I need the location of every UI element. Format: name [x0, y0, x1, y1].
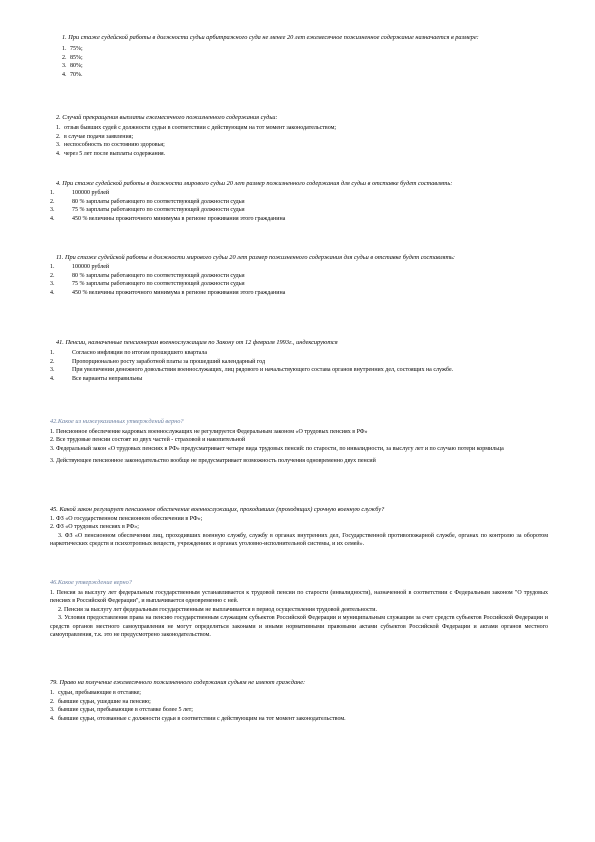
answer-option: 2. в случае подачи заявления; [56, 133, 134, 140]
question-block-41 [50, 339, 548, 383]
answer-option: 3. бывшие судьи, пребывающие в отставке более 5 лет; [50, 707, 193, 714]
answer-option: 2. 80 % зарплаты работающего по соответствующей должности судьи [50, 198, 245, 205]
statement-paragraph: 3. ФЗ «О пенсионном обеспечении лиц, проходивших военную службу, службу в органах внутренних дел, Государственной противопожарной службе, органах по контролю за оборотом наркотических средств и психотропных веществ, учреждениях и органах уголовно-исполнительной системы, и их семей». [50, 532, 548, 548]
statement-paragraph: 3. Федеральный закон «О трудовых пенсиях в РФ» предусматривает четыре вида трудовых пенсий: по старости, по инвалидности, за выслугу лет и по случаю потери кормильца [50, 445, 504, 452]
question-block-2 [50, 114, 548, 158]
statement-paragraph: 1. ФЗ «О государственном пенсионном обеспечении в РФ»; [50, 516, 203, 522]
answer-option: 1. Согласно инфляции по итогам прошедшего квартала [50, 350, 208, 356]
question-text: 41. Пенсии, назначенные пенсионерам военнослужащим по Закону от 12 февраля 1993г., индексируются [56, 339, 338, 346]
answer-option: 2. 85%; [62, 54, 83, 61]
answer-option: 2. бывшие судьи, ушедшие на пенсию; [50, 698, 151, 705]
question-text: 11. При стаже судейской работы в должности мирового судьи 20 лет размер пожизненного содержания для судьи в отставке будет составлять: [56, 254, 456, 261]
answer-option: 4. 450 % величины прожиточного минимума в регионе проживания этого гражданина [50, 215, 286, 222]
question-text: 46.Какое утверждение верно? [50, 579, 132, 586]
question-text: 42.Какое из нижеуказанных утверждений верно? [50, 418, 184, 425]
answer-option: 3. 75 % зарплаты работающего по соответствующей должности судьи [50, 281, 245, 288]
question-block-46 [50, 579, 548, 639]
answer-option: 4. Все варианты неправильны [50, 375, 143, 382]
answer-option: 1. судьи, пребывающие в отставке; [50, 690, 141, 696]
question-text: 2. Случай прекращения выплаты ежемесячного пожизненного содержания судьи: [56, 114, 278, 121]
answer-option: 3. 80%; [62, 63, 83, 70]
question-block-42 [50, 418, 548, 466]
answer-option: 1. отзыв бывших судей с должности судьи в соответствии с действующим на тот момент законодательством; [56, 125, 337, 131]
answer-option: 4. бывшие судьи, отозванные с должности судьи в соответствии с действующим на тот момент законодательством. [50, 715, 346, 722]
statement-paragraph: 2. ФЗ «О трудовых пенсиях в РФ»; [50, 524, 139, 531]
question-text: 1. При стаже судейской работы в должности судьи арбитражного суда не менее 20 лет ежемесячное пожизненное содержание назначается в размере: [62, 34, 479, 41]
answer-option: 2. 80 % зарплаты работающего по соответствующей должности судьи [50, 272, 245, 279]
question-text: 4. При стаже судейской работы в должности мирового судьи 20 лет размер пожизненного содержания для судьи в отставке будет составлять: [56, 180, 453, 187]
question-block-4 [50, 180, 548, 223]
question-block-1 [50, 34, 548, 79]
answer-option: 1. 100000 рублей [50, 264, 110, 270]
answer-option: 4. через 5 лет после выплаты содержания. [56, 150, 166, 157]
answer-option: 4. 70%. [62, 71, 83, 78]
answer-option: 4. 450 % величины прожиточного минимума в регионе проживания этого гражданина [50, 289, 286, 296]
question-block-79 [50, 679, 548, 723]
question-block-11 [50, 254, 548, 297]
statement-paragraph: 1. Пенсия за выслугу лет федеральным государственным устанавливается к трудовой пенсии по старости (инвалидности), назначенной в соответствии с Федеральным законом "О трудовых пенсиях в Российской Федерации", и выплачивается одновременно с ней. [50, 590, 548, 605]
answer-option: 1. 100000 рублей [50, 190, 110, 196]
question-text: 45. Какой закон регулирует пенсионное обеспечение военнослужащих, проходивших (проходящих) срочную военную службу? [50, 506, 385, 513]
statement-paragraph: 3. Действующее пенсионное законодательство вообще не предусматривает возможность получения одновременно двух пенсий [50, 458, 376, 465]
answer-option: 3. неспособность по состоянию здоровья; [56, 142, 165, 149]
question-text: 79. Право на получение ежемесячного пожизненного содержания судьям не имеют граждане: [50, 679, 306, 686]
answer-option: 1. 75%; [62, 46, 83, 52]
answer-option: 2. Пропорционально росту заработной платы за прошедший календарный год [50, 358, 266, 365]
answer-option: 3. 75 % зарплаты работающего по соответствующей должности судьи [50, 207, 245, 214]
question-block-45 [50, 506, 548, 549]
statement-paragraph: 2. Все трудовые пенсии состоят из двух частей - страховой и накопительной [50, 437, 246, 444]
statement-paragraph: 1. Пенсионное обеспечение кадровых военнослужащих не регулируется Федеральным законом «О трудовых пенсиях в РФ» [50, 429, 368, 435]
statement-paragraph: 2. Пенсия за выслугу лет федеральным государственным не выплачивается в период осуществления трудовой деятельности. [58, 606, 377, 613]
statement-paragraph: 3. Условия предоставления права на пенсию государственным служащим субъектов Российской Федерации и муниципальным служащим за счет средств субъектов Российской Федерации и средств органов местного самоуправления не могут определяться законами и иными нормативными правовыми актами субъектов Российской Федерации и актами органов местного самоуправления, т.к. это не предусмотрено законодательством. [50, 615, 548, 639]
answer-option: 3. При увеличении денежного довольствия военнослужащих, лиц рядового и начальствующего состава органов внутренних дел, состоящих на службе. [50, 367, 454, 374]
